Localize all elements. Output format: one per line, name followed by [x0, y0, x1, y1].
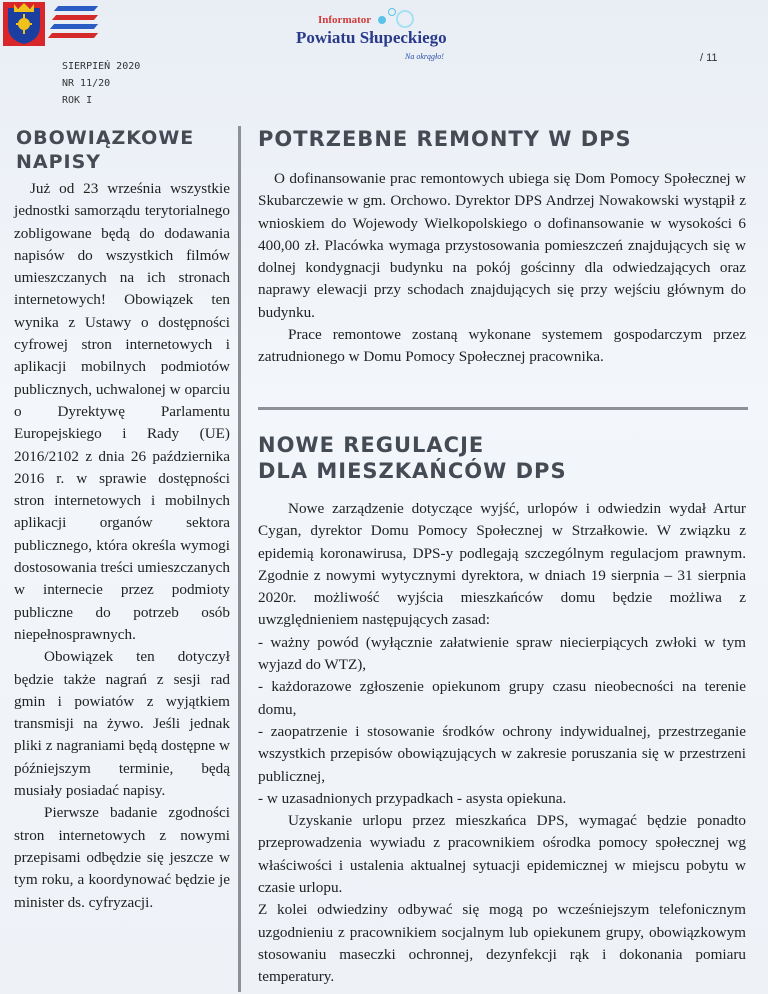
brand-title: Powiatu Słupeckiego — [296, 28, 447, 47]
article-2-bullet-4: - w uzasadnionych przypadkach - asysta opiekuna. — [258, 789, 567, 807]
article-1-paragraph-2: Prace remontowe zostaną wykonane systemem gospodarczym przez zatrudnionego w Domu Pomocy Społecznej pracownika. — [258, 326, 746, 366]
article-2-paragraph-3: Z kolei odwiedziny odbywać się mogą po wcześniejszym telefonicznym uzgodnieniu z pracownikiem socjalnym lub opiekunem grupy, obowiązkowym stosowaniu maseczki ochronnej, dezynfekcji rąk i dokonania pomiaru temperatury. — [258, 901, 746, 986]
article-2-paragraph-1: Nowe zarządzenie dotyczące wyjść, urlopów i odwiedzin wydał Artur Cygan, dyrektor Domu Pomocy Społecznej w Strzałkowie. W związku z epidemią koronawirusa, DPS-y podlegają szczególnym regulacjom prawnym. Zgodnie z nowymi wytycznymi dyrektora, w dniach 19 sierpnia – 31 sierpnia 2020r. możliwość wyjścia mieszkańców domu będzie możliwa z uwzględnieniem następujących zasad: — [258, 500, 746, 629]
flag-stripes-icon — [48, 4, 96, 42]
article-2-heading-line-1: NOWE REGULACJE — [258, 433, 485, 457]
article-2-paragraph-2: Uzyskanie urlopu przez mieszkańca DPS, wymagać będzie ponadto przeprowadzenia wywiadu z pracownikiem ośrodka pomocy społecznej wg właściwości i ustalenia aktualnej sytuacji epidemicznej w miejscu pobytu w czasie urlopu. — [258, 812, 746, 897]
article-2-heading-line-2: DLA MIESZKAŃCÓW DPS — [258, 459, 567, 483]
brand-tagline: Na okrągło! — [405, 52, 444, 61]
brand-small-label: Informator — [318, 14, 372, 26]
article-1-body — [258, 168, 746, 369]
issue-year: ROK I — [62, 95, 93, 106]
left-paragraph-1: Już od 23 września wszystkie jednostki samorządu terytorialnego zobligowane będą do dodawania napisów do wszystkich filmów umieszczanych na ich stronach internetowych! Obowiązek ten wynika z Ustawy o dostępności cyfrowej stron internetowych i aplikacji mobilnych podmiotów publicznych, uchwalonej w oparciu o Dyrektywę Parlamentu Europejskiego i Rady (UE) 2016/2102 z dnia 26 października 2016 r. w sprawie dostępności stron internetowych i mobilnych aplikacji organów sektora publicznego, która określa wymogi dostosowania treści umieszczanych w internecie przez podmioty publiczne do potrzeb osób niepełnosprawnych. — [14, 180, 230, 643]
bubbles-icon — [378, 6, 418, 30]
issue-number: NR 11/20 — [62, 78, 111, 89]
article-2-bullet-2: - każdorazowe zgłoszenie opiekunom grupy czasu nieobecności na terenie domu, — [258, 678, 746, 718]
article-2-bullet-1: - ważny powód (wyłącznie załatwienie spraw niecierpiących zwłoki w tym wyjazd do WTZ), — [258, 633, 746, 674]
article-2-heading — [258, 432, 567, 484]
article-2-bullet-3: - zaopatrzenie i stosowanie środków ochrony indywidualnej, przestrzeganie wszystkich przepisów obowiązujących w zakresie poruszania się w przestrzeni publicznej, — [258, 722, 746, 785]
left-paragraph-2: Obowiązek ten dotyczył będzie także nagrań z sesji rad gmin i powiatów z wyjątkiem transmisji na żywo. Jeśli jednak pliki z nagraniami będą dostępne w późniejszym terminie, będą musiały posiadać napisy. — [14, 648, 230, 800]
left-article-heading: OBOWIĄZKOWE NAPISY — [16, 127, 195, 173]
left-paragraph-3: Pierwsze badanie zgodności stron internetowych z nowymi przepisami odbędzie się jeszcze w tym roku, a koordynować będzie je minister ds. cyfryzacji. — [14, 804, 230, 911]
issue-meta — [62, 58, 140, 109]
issue-date: SIERPIEŃ 2020 — [62, 61, 141, 72]
page-number: / 11 — [700, 52, 718, 64]
column-divider — [238, 126, 241, 992]
article-2-body — [258, 498, 746, 989]
article-divider — [258, 407, 748, 410]
article-1-heading: POTRZEBNE REMONTY W DPS — [258, 127, 632, 151]
left-article-body — [14, 178, 230, 914]
article-1-paragraph-1: O dofinansowanie prac remontowych ubiega się Dom Pomocy Społecznej w Skubarczewie w gm. Orchowo. Dyrektor DPS Andrzej Nowakowski wystąpił z wnioskiem do Wojewody Wielkopolskiego o dofinansowanie w wysokości 6 400,00 zł. Placówka wymaga przystosowania pomieszczeń znajdujących się w dolnej kondygnacji budynku na pokój gościnny dla odwiedzających oraz naprawy elewacji przy schodach znajdujących się przy wejściu głównym do budynku. — [258, 170, 746, 321]
coat-of-arms-icon — [2, 0, 46, 48]
